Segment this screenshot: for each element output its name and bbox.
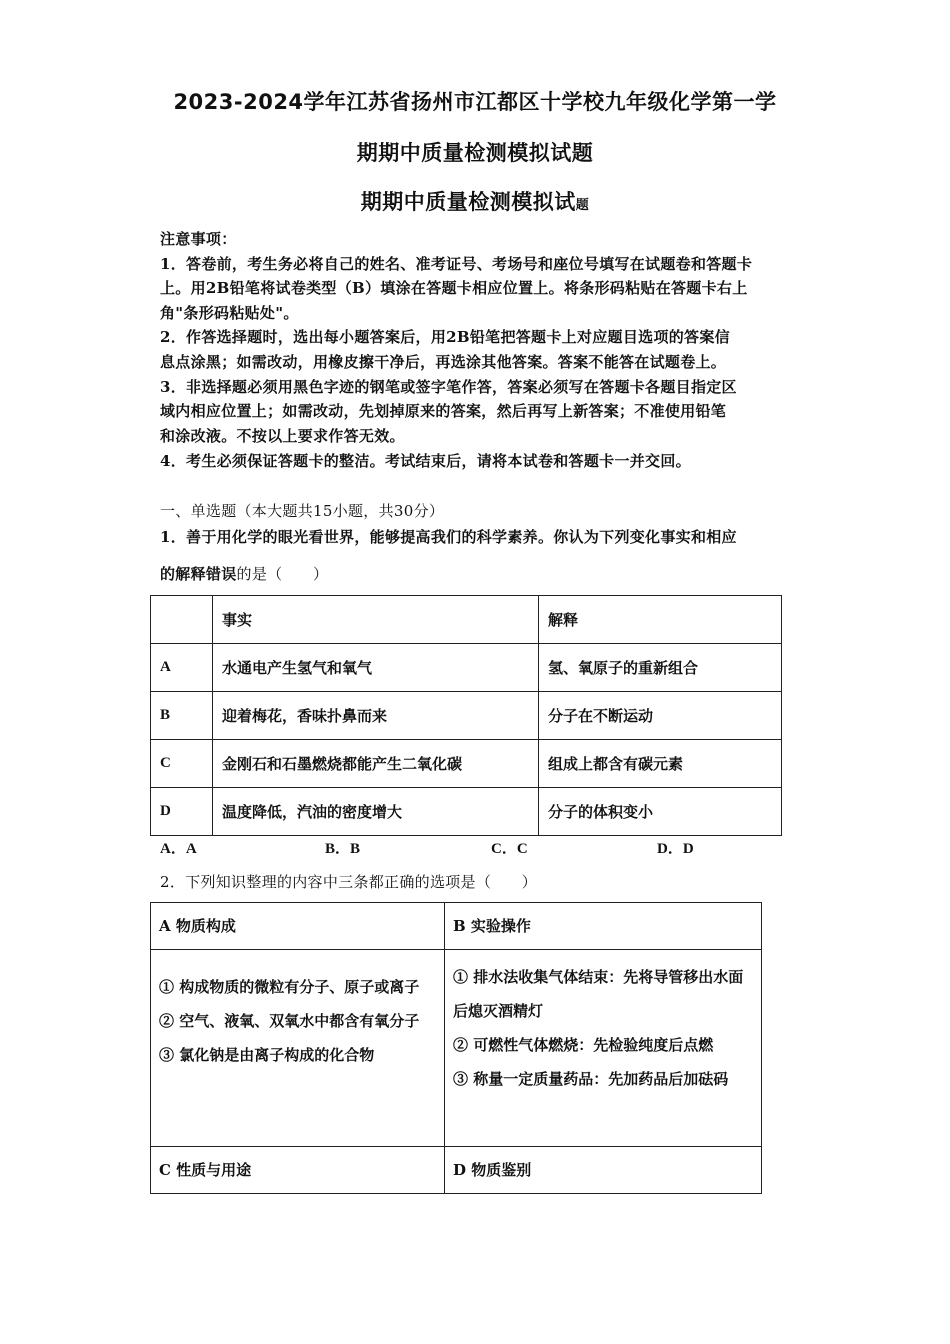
q2-b-item: ③ 称量一定质量药品：先加药品后加砝码 — [453, 1070, 729, 1088]
q1-stem-emphasis: 错误 — [205, 565, 237, 583]
q2-cell-c-head: C 性质与用途 — [151, 1147, 445, 1194]
notice-line: 上。用2B铅笔将试卷类型（B）填涂在答题卡相应位置上。将条形码粘贴在答题卡右上 — [160, 279, 748, 297]
notice-line: 域内相应位置上；如需改动，先划掉原来的答案，然后再写上新答案；不准使用铅笔 — [160, 402, 727, 420]
q2-a-item: ② 空气、液氧、双氧水中都含有氧分子 — [159, 1012, 420, 1030]
table-header-cell: 解释 — [539, 596, 782, 644]
q1-stem-part: 的解释 — [160, 565, 206, 583]
q2-cell-a-head: A 物质构成 — [151, 903, 445, 950]
table-cell: 分子在不断运动 — [539, 692, 782, 740]
q2-stem: 2．下列知识整理的内容中三条都正确的选项是（ ） — [160, 873, 538, 891]
table-cell: B — [151, 692, 213, 740]
q2-table — [150, 902, 762, 1194]
exam-title-line2: 期期中质量检测模拟试题 — [356, 141, 594, 165]
q1-stem-line1: 1．善于用化学的眼光看世界，能够提高我们的科学素养。你认为下列变化事实和相应 — [160, 528, 737, 546]
table-cell: 迎着梅花，香味扑鼻而来 — [213, 692, 539, 740]
notice-heading: 注意事项： — [160, 230, 237, 248]
q2-b-item: ② 可燃性气体燃烧：先检验纯度后点燃 — [453, 1036, 714, 1054]
table-cell: 氢、氧原子的重新组合 — [539, 644, 782, 692]
table-row — [151, 903, 762, 950]
table-row — [151, 1147, 762, 1194]
table-row — [151, 740, 782, 788]
q1-option-b[interactable]: B．B — [325, 841, 361, 857]
notice-line: 和涂改液。不按以上要求作答无效。 — [160, 427, 405, 445]
table-cell: D — [151, 788, 213, 836]
exam-title-line3-main: 期期中质量检测模拟试 — [360, 190, 576, 214]
exam-title-line3 — [0, 186, 950, 216]
notice-line: 息点涂黑；如需改动，用橡皮擦干净后，再选涂其他答案。答案不能答在试题卷上。 — [160, 353, 727, 371]
q1-stem-part: 的是（ ） — [236, 565, 329, 583]
notice-line: 1．答卷前，考生务必将自己的姓名、准考证号、考场号和座位号填写在试题卷和答题卡 — [160, 255, 753, 273]
q1-option-c[interactable]: C．C — [491, 841, 528, 857]
table-cell: 组成上都含有碳元素 — [539, 740, 782, 788]
exam-title-line1: 2023-2024学年江苏省扬州市江都区十学校九年级化学第一学 — [173, 90, 777, 114]
table-row — [151, 644, 782, 692]
q2-a-item: ③ 氯化钠是由离子构成的化合物 — [159, 1046, 375, 1064]
notice-line: 4．考生必须保证答题卡的整洁。考试结束后，请将本试卷和答题卡一并交回。 — [160, 452, 691, 470]
table-row — [151, 692, 782, 740]
table-row — [151, 788, 782, 836]
q2-a-item: ① 构成物质的微粒有分子、原子或离子 — [159, 978, 420, 996]
q2-cell-d-head: D 物质鉴别 — [445, 1147, 762, 1194]
q2-b-item: ① 排水法收集气体结束：先将导管移出水面后熄灭酒精灯 — [453, 968, 744, 1020]
notice-line: 2．作答选择题时，选出每小题答案后，用2B铅笔把答题卡上对应题目选项的答案信 — [160, 328, 730, 346]
table-cell: A — [151, 644, 213, 692]
q2-cell-b-head: B 实验操作 — [445, 903, 762, 950]
q1-table — [150, 595, 782, 836]
q1-option-d[interactable]: D．D — [657, 841, 694, 857]
q2-cell-b-items — [445, 950, 762, 1147]
table-row — [151, 596, 782, 644]
section-heading: 一、单选题（本大题共15小题，共30分） — [160, 502, 445, 520]
table-header-cell — [151, 596, 213, 644]
exam-title-line3-tail: 题 — [575, 198, 590, 213]
q1-stem-line2 — [160, 563, 328, 584]
q1-option-a[interactable]: A．A — [160, 841, 197, 857]
table-cell: 温度降低，汽油的密度增大 — [213, 788, 539, 836]
table-cell: 分子的体积变小 — [539, 788, 782, 836]
table-row — [151, 950, 762, 1147]
notice-line: 3．非选择题必须用黑色字迹的钢笔或签字笔作答，答案必须写在答题卡各题目指定区 — [160, 378, 737, 396]
q2-cell-a-items — [151, 950, 445, 1147]
table-cell: 金刚石和石墨燃烧都能产生二氧化碳 — [213, 740, 539, 788]
table-header-cell: 事实 — [213, 596, 539, 644]
notice-line: 角"条形码粘贴处"。 — [160, 304, 299, 322]
table-cell: 水通电产生氢气和氧气 — [213, 644, 539, 692]
table-cell: C — [151, 740, 213, 788]
